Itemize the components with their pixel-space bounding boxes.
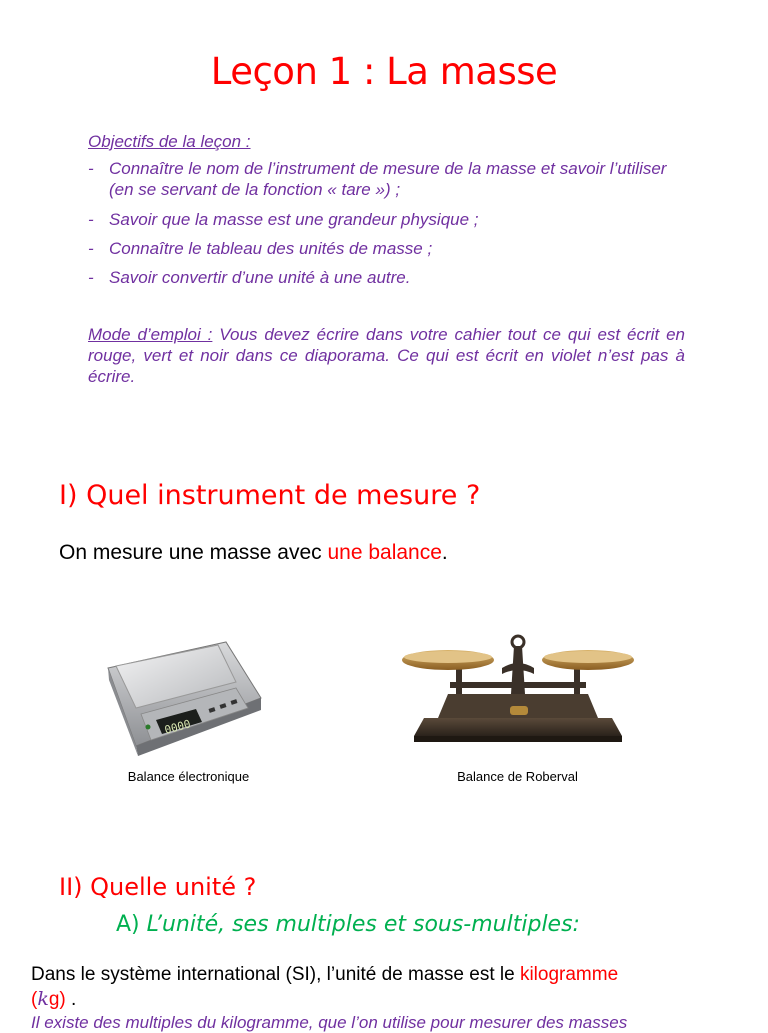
objective-text: Savoir convertir d’une unité à une autre. — [109, 268, 411, 287]
objective-item — [88, 209, 688, 230]
objectives-heading: Objectifs de la leçon : — [88, 132, 251, 151]
subsection-a-title — [116, 912, 580, 937]
objective-text: Savoir que la masse est une grandeur physique ; — [109, 210, 479, 229]
si-unit-sentence — [31, 962, 746, 1012]
list-dash: - — [88, 159, 94, 178]
si-unit-name: kilogramme — [519, 964, 619, 985]
si-paren-close: ) — [59, 989, 66, 1010]
objective-item — [88, 238, 688, 259]
lesson-title: Leçon 1 : La masse — [210, 50, 558, 93]
scale-display-readout: 0000 — [163, 717, 193, 737]
list-dash: - — [88, 210, 94, 229]
subsection-a-prefix: A) — [116, 912, 147, 937]
list-dash: - — [88, 268, 94, 287]
objective-text: Connaître le tableau des unités de masse ; — [109, 239, 433, 258]
usage-label: Mode d’emploi : — [88, 325, 213, 344]
objective-item — [88, 158, 688, 200]
section-1-title: I) Quel instrument de mesure ? — [59, 480, 481, 511]
subsection-a-text: L’unité, ses multiples et sous-multiples: — [146, 912, 580, 937]
sentence-highlight: une balance — [327, 541, 442, 564]
electronic-scale-image — [96, 628, 281, 758]
si-text-end: . — [65, 989, 77, 1010]
usage-instructions — [88, 324, 685, 387]
roberval-balance-image — [398, 628, 638, 748]
usage-text: Vous devez écrire dans votre cahier tout ce qui est écrit en rouge, vert et noir dans ce diaporama. Ce qui est écrit en violet n’est pas à écrire. — [88, 325, 685, 386]
instrument-sentence — [59, 541, 448, 565]
roberval-balance-caption: Balance de Roberval — [457, 769, 578, 784]
si-unit-symbol-k: k — [37, 988, 49, 1010]
si-paren-open: ( — [31, 989, 38, 1010]
list-dash: - — [88, 239, 94, 258]
sentence-start: On mesure une masse avec — [59, 541, 328, 564]
objective-item — [88, 267, 688, 288]
multiples-sentence-cut: Il existe des multiples du kilogramme, que l’on utilise pour mesurer des masses — [31, 1013, 628, 1032]
section-2-title: II) Quelle unité ? — [59, 873, 257, 901]
si-text-start: Dans le système international (SI), l’unité de masse est le — [31, 964, 520, 985]
electronic-scale-caption: Balance électronique — [127, 769, 250, 784]
si-unit-symbol-g: g — [48, 989, 60, 1010]
objective-text: Connaître le nom de l’instrument de mesure de la masse et savoir l’utiliser (en se servant de la fonction « tare ») ; — [109, 159, 667, 199]
sentence-end: . — [441, 541, 448, 564]
